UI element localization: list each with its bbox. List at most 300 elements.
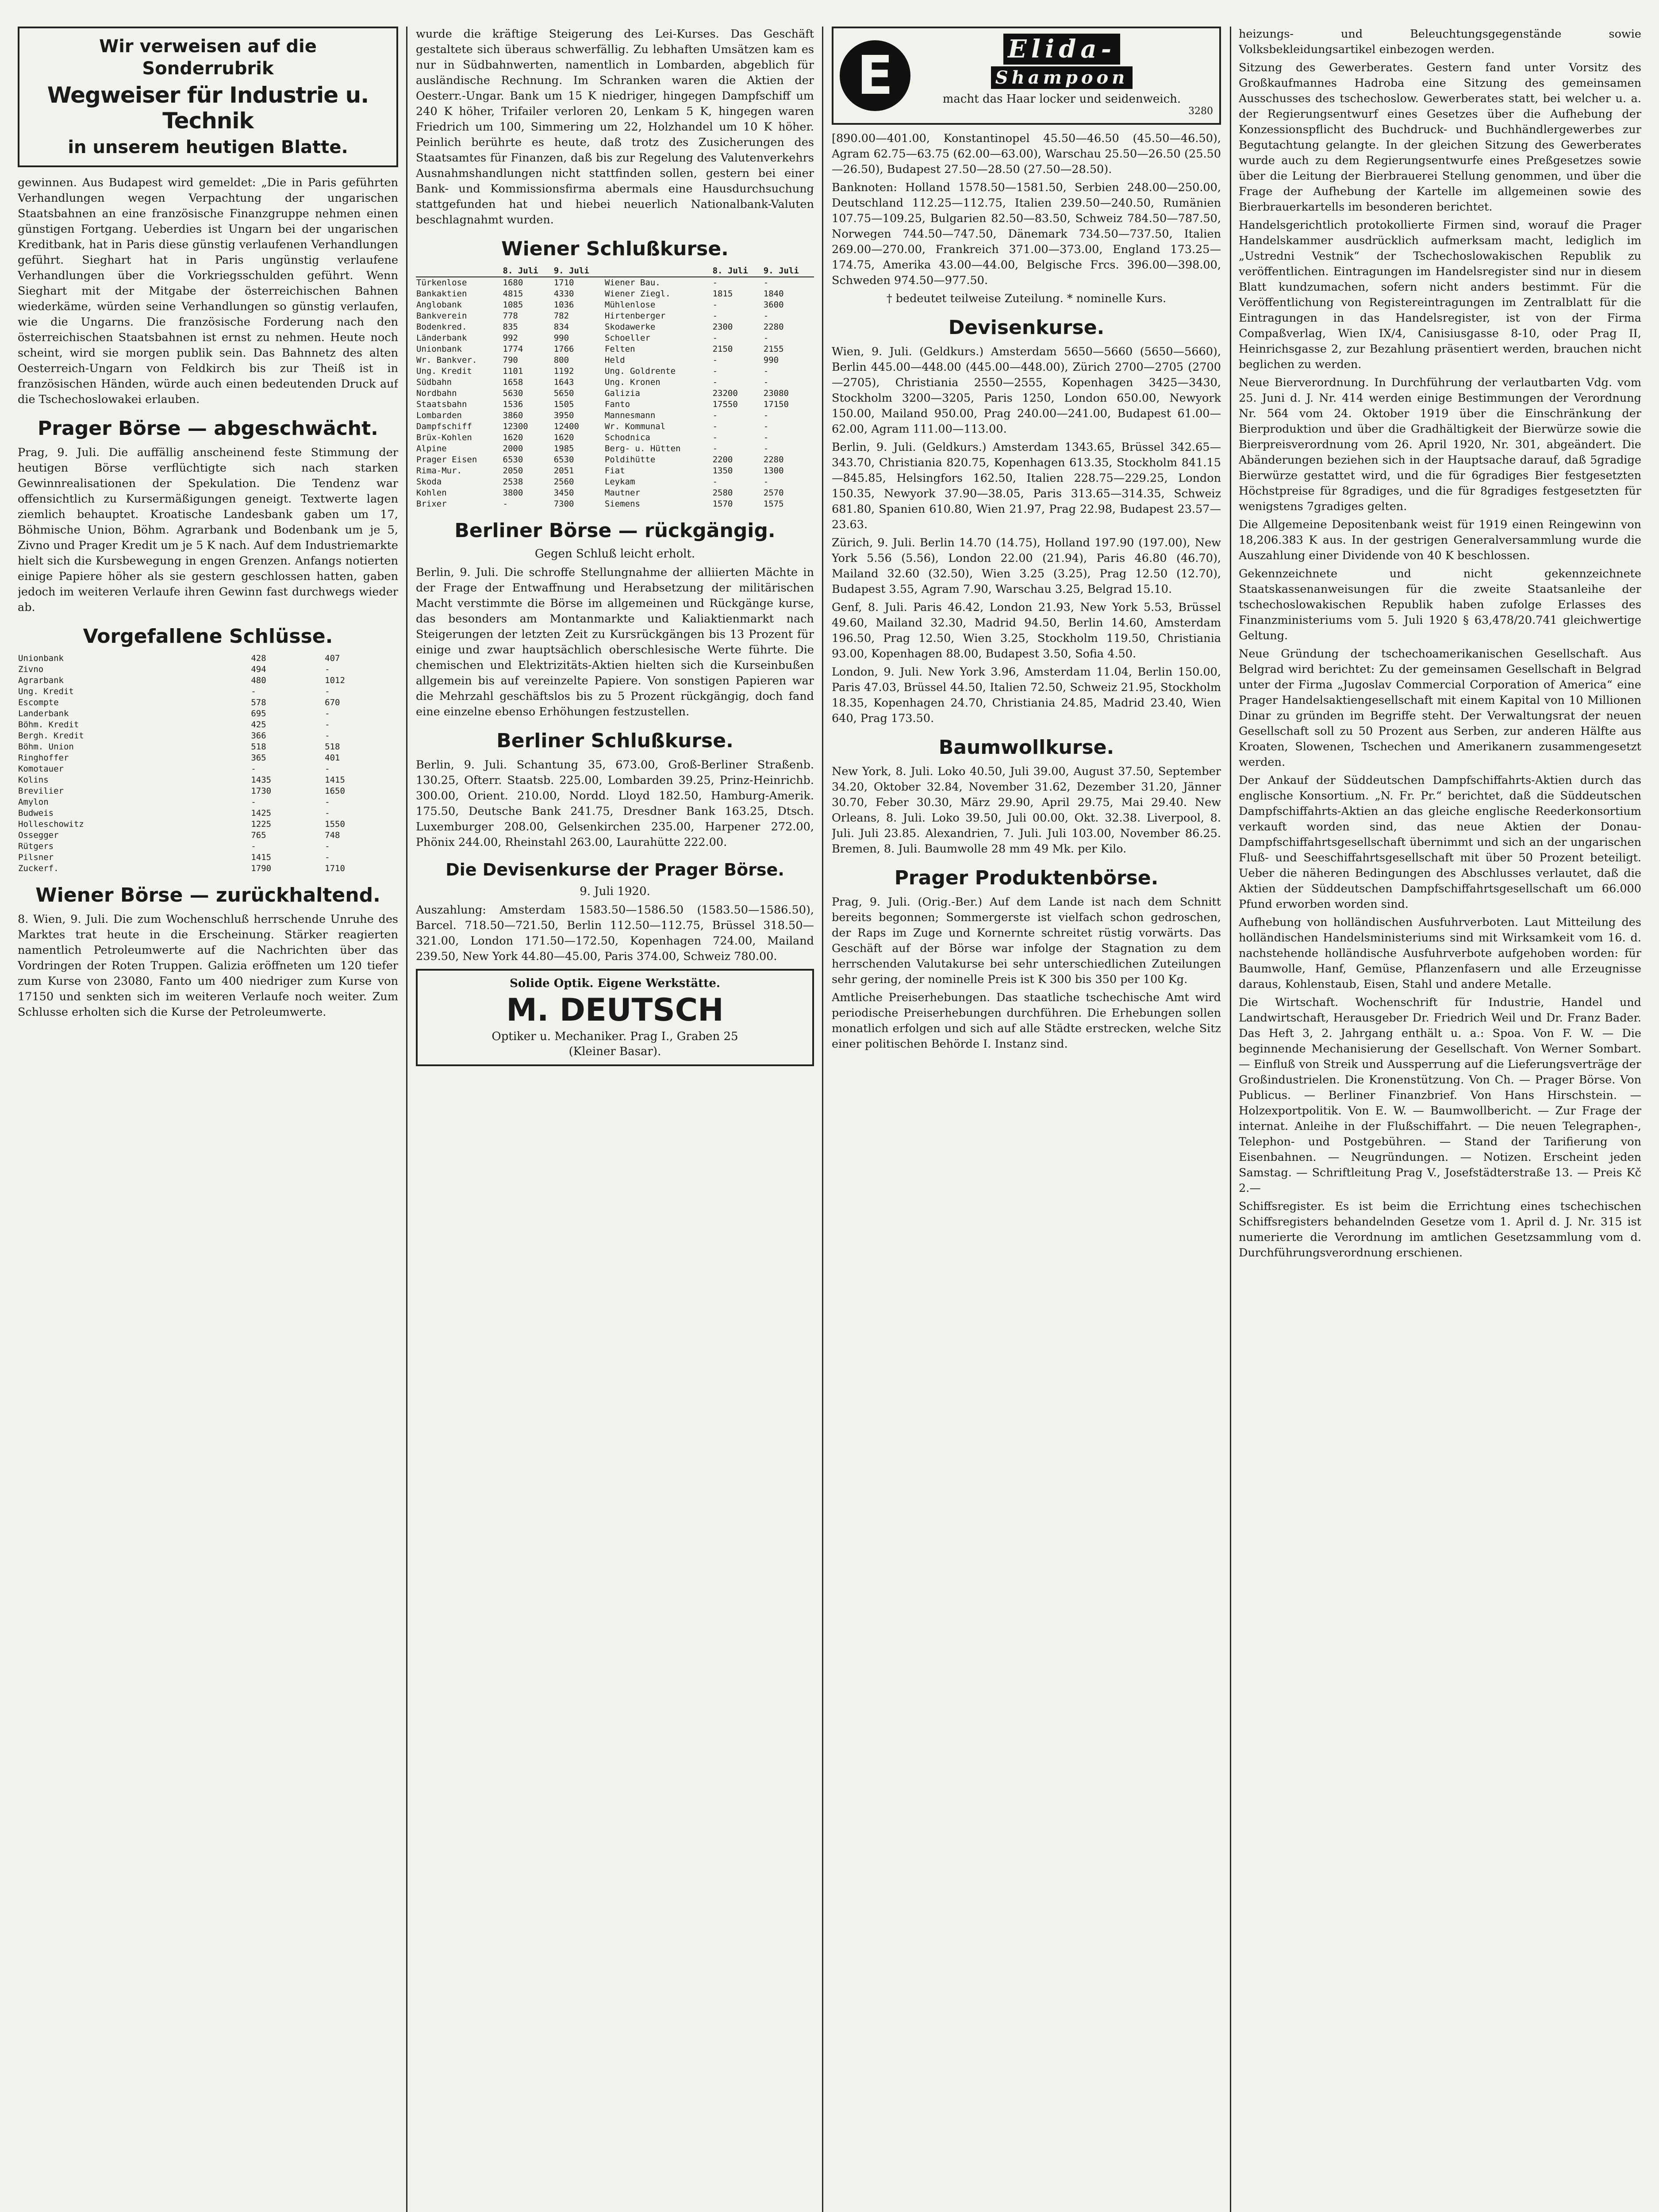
table-row: [416, 366, 814, 377]
paragraph: Handelsgerichtlich protokollierte Firmen sind, worauf die Prager Handelskammer ausdrücklich aufmerksam macht, lediglich im „Ustredni Vestnik“ der Tschechoslowakischen Republik zu veröffentlichen. Eintragungen im Handelsregister sind nur in diesem Blatt kundzumachen, sofern nicht anders bestimmt. Für die Veröffentlichung von Registereintragungen im Zentralblatt für die Eintragungen in das Handelsregister, ist von der Firma Compaßverlag, Wien IX/4, Canisiusgasse 8-10, oder Prag II, Heinrichsgasse 2, zur Bezahlung präsentiert werden, brauchen nicht beglichen zu werden.: [1239, 219, 1641, 371]
table-cell: -: [712, 300, 718, 310]
table-cell: 1225: [251, 819, 272, 829]
table-cell: 2560: [553, 477, 574, 487]
table-cell: 578: [251, 698, 266, 707]
table-cell: 790: [503, 355, 518, 365]
table-cell: 2050: [503, 466, 523, 476]
elida-shampoo-ad: [832, 27, 1221, 125]
ad-code: 3280: [1188, 106, 1213, 117]
table-cell: 990: [553, 333, 569, 343]
ad-tagline: macht das Haar locker und seidenweich.: [942, 92, 1181, 106]
table-row: [18, 852, 398, 863]
table-cell: Leykam: [604, 477, 635, 487]
table-cell: 1415: [251, 853, 272, 862]
section-heading: Wiener Schlußkurse.: [501, 238, 729, 260]
table-row: [416, 388, 814, 399]
table-row: [18, 697, 398, 708]
table-row: [416, 465, 814, 476]
table-cell: 1415: [325, 775, 345, 785]
table-cell: 1680: [503, 278, 523, 288]
table-row: [18, 675, 398, 686]
paragraph: Neue Gründung der tschechoamerikanischen Gesellschaft. Aus Belgrad wird berichtet: Zu der gemeinsamen Gesellschaft in Belgrad unter der Firma „Jugoslav Commercial Corporation of America“ eine Prager Handelsaktiengesellschaft mit einem Kapital von 10 Millionen Dinar zu gründen im Begriffe steht. Der Verwaltungsrat der neuen Gesellschaft soll zu 50 Prozent aus Serben, zur anderen Hälfte aus Kroaten, Slowenen, Tschechen und Amerikanern zusammengesetzt werden.: [1239, 647, 1641, 769]
table-cell: -: [325, 764, 330, 774]
table-cell: Böhm. Kredit: [18, 720, 79, 730]
paragraph: Auszahlung: Amsterdam 1583.50—1586.50 (1583.50—1586.50), Barcel. 718.50—721.50, Berlin 112.50—112.75, Brüssel 318.50—321.00, London 171.50—172.50, Kopenhagen 724.00, Mailand 239.50, New York 44.80—45.00, Paris 374.00, Schweiz 780.00.: [416, 903, 814, 963]
table-cell: Anglobank: [416, 300, 462, 310]
table-header-cell: [604, 265, 712, 277]
table-header-cell: 8. Juli: [712, 265, 763, 277]
table-row: [18, 841, 398, 852]
table-row: [18, 863, 398, 874]
table-cell: 1101: [503, 366, 523, 376]
table-cell: 1790: [251, 864, 272, 873]
table-row: [18, 775, 398, 786]
table-row: [18, 730, 398, 741]
table-cell: Wr. Bankver.: [416, 355, 477, 365]
table-cell: Rima-Mur.: [416, 466, 462, 476]
table-row: [18, 797, 398, 808]
ad-line-4: in unserem heutigen Blatte.: [68, 137, 348, 157]
column-3: [832, 27, 1221, 2212]
section-subheading: 9. Juli 1920.: [580, 885, 650, 898]
paragraph: 8. Wien, 9. Juli. Die zum Wochenschluß herrschende Unruhe des Marktes trat heute in die Erscheinung. Stärker reagierten namentlich Petroleumwerte auf die Nachrichten über das Vordringen der Roten Truppen. Galizia eröffneten um 120 tiefer zum Kurse von 23080, Fanto um 400 niedriger zum Kurse von 17150 und senkten sich im weiteren Verlaufe noch weiter. Zum Schlusse erholten sich die Kurse der Petroleumwerte.: [18, 913, 398, 1019]
table-row: [416, 443, 814, 454]
paragraph: Genf, 8. Juli. Paris 46.42, London 21.93, New York 5.53, Brüssel 49.60, Mailand 32.30, Madrid 94.50, Berlin 14.60, Amsterdam 196.50, Prag 12.50, Wien 3.25, Stockholm 119.50, Christiania 93.00, Kopenhagen 88.00, Budapest 3.50, Sofia 4.50.: [832, 601, 1221, 661]
table-row: [416, 322, 814, 333]
table-cell: 1620: [553, 433, 574, 442]
table-cell: Rütgers: [18, 841, 54, 851]
paragraph: Zürich, 9. Juli. Berlin 14.70 (14.75), Holland 197.90 (197.00), New York 5.56 (5.56), London 22.00 (21.94), Paris 46.80 (46.70), Mailand 32.60 (32.50), Wien 3.25 (3.25), Prag 12.50 (12.70), Budapest 3.55, Agram 7.90, Warschau 3.25, Belgrad 15.10.: [832, 536, 1221, 596]
table-cell: Brüx-Kohlen: [416, 433, 472, 442]
table-row: [18, 741, 398, 753]
paragraph: Schiffsregister. Es ist beim die Errichtung eines tschechischen Schiffsregisters behandelnden Gesetze vom 1. April d. J. Nr. 315 ist numerierte die Verordnung im amtlichen Gesetzsammlung vom d. Durchführungsverordnung erschienen.: [1239, 1200, 1641, 1260]
table-cell: 428: [251, 653, 266, 663]
table-cell: Kolins: [18, 775, 49, 785]
table-cell: Wr. Kommunal: [604, 422, 666, 431]
table-row: [416, 488, 814, 499]
table-cell: Siemens: [604, 499, 640, 509]
table-row: [18, 819, 398, 830]
section-heading: Berliner Schlußkurse.: [496, 730, 733, 752]
table-cell: 3800: [503, 488, 523, 498]
table-cell: 1036: [553, 300, 574, 310]
table-row: [18, 764, 398, 775]
paragraph: Die Allgemeine Depositenbank weist für 1919 einen Reingewinn von 18,206.383 K aus. In der gestrigen Generalversammlung wurde die Auszahlung einer Dividende von 40 K beschlossen.: [1239, 518, 1641, 562]
table-cell: Ung. Kronen: [604, 377, 661, 387]
table-row: [18, 719, 398, 730]
paragraph: Prag, 9. Juli. Die auffällig anscheinend feste Stimmung der heutigen Börse verflüchtigte sich nach starken Gewinnrealisationen der Spekulation. Die Tendenz war offensichtlich zu Kursermäßigungen geneigt. Textwerte lagen ziemlich behauptet. Kroatische Landesbank gaben um 17, Böhmische Union, Böhm. Agrarbank und Bodenbank um je 5, Zivno und Prager Kredit um je 5 K nach. Auf dem Industriemarkte hielt sich die Kursbewegung in engen Grenzen. Anfangs notierten einige Papiere höher als sie gestern geschlossen hatten, gaben jedoch im weiteren Verlaufe ihren Gewinn fast durchwegs wieder ab.: [18, 446, 398, 614]
table-cell: -: [503, 499, 508, 509]
table-cell: -: [712, 477, 718, 487]
table-cell: -: [763, 433, 769, 442]
table-cell: Lombarden: [416, 411, 462, 420]
table-cell: Bankverein: [416, 311, 467, 321]
table-cell: 2280: [763, 455, 784, 465]
paragraph: Wien, 9. Juli. (Geldkurs.) Amsterdam 5650—5660 (5650—5660), Berlin 445.00—448.00 (445.00—448.00), Zürich 2700—2705 (2700—2705), Christiania 2550—2555, Kopenhagen 3425—3430, Stockholm 3200—3205, Paris 1250, London 650.00, Newyork 150.00, Mailand 950.00, Prag 240.00—241.00, Budapest 61.00—62.00, Agram 111.00—113.00.: [832, 345, 1221, 436]
table-cell: 1350: [712, 466, 733, 476]
table-cell: -: [712, 433, 718, 442]
table-cell: Brevilier: [18, 786, 64, 796]
table-cell: Skoda: [416, 477, 442, 487]
table-cell: -: [712, 422, 718, 431]
ad-address: Optiker u. Mechaniker. Prag I., Graben 25: [492, 1030, 738, 1043]
table-cell: -: [763, 366, 769, 376]
table-cell: -: [763, 444, 769, 453]
ad-name: M. DEUTSCH: [506, 992, 724, 1028]
table-cell: Budweis: [18, 808, 54, 818]
table-cell: 1570: [712, 499, 733, 509]
table-cell: -: [325, 808, 330, 818]
section-heading: Wiener Börse — zurückhaltend.: [35, 884, 380, 906]
table-cell: 1620: [503, 433, 523, 442]
table-row: [18, 808, 398, 819]
table-cell: 425: [251, 720, 266, 730]
table-header-cell: 9. Juli: [763, 265, 814, 277]
newspaper-page: [18, 27, 1641, 2212]
table-cell: Böhm. Union: [18, 742, 74, 752]
table-cell: 1550: [325, 819, 345, 829]
column-divider: [406, 27, 407, 2212]
table-cell: 765: [251, 830, 266, 840]
table-cell: -: [325, 797, 330, 807]
section-heading: Prager Börse — abgeschwächt.: [38, 417, 378, 440]
table-header-cell: 8. Juli: [503, 265, 553, 277]
table-cell: -: [763, 377, 769, 387]
table-cell: 2155: [763, 344, 784, 354]
table-cell: -: [325, 709, 330, 718]
table-row: [416, 311, 814, 322]
table-cell: 835: [503, 322, 518, 332]
table-cell: Bergh. Kredit: [18, 731, 84, 741]
table-cell: 17550: [712, 399, 738, 409]
table-row: [416, 476, 814, 488]
table-cell: Alpine: [416, 444, 447, 453]
paragraph: Berlin, 9. Juli. (Geldkurs.) Amsterdam 1343.65, Brüssel 342.65—343.70, Christiania 820.75, Kopenhagen 613.35, Stockholm 841.15—845.85, Helsingfors 162.50, Italien 228.75—229.25, London 150.35, Newyork 37.90—38.05, Paris 313.65—314.35, Schweiz 681.80, Spanien 610.80, Wien 21.97, Prag 22.98, Budapest 23.57—23.63.: [832, 441, 1221, 531]
footnote: † bedeutet teilweise Zuteilung. * nominelle Kurs.: [886, 292, 1167, 305]
table-cell: -: [325, 841, 330, 851]
table-cell: 1650: [325, 786, 345, 796]
section-heading: Baumwollkurse.: [938, 736, 1114, 759]
table-cell: 1012: [325, 676, 345, 685]
table-cell: Amylon: [18, 797, 49, 807]
table-cell: Landerbank: [18, 709, 69, 718]
table-cell: 1425: [251, 808, 272, 818]
column-divider: [822, 27, 823, 2212]
paragraph: Gekennzeichnete und nicht gekennzeichnete Staatskassenanweisungen für die zweite Staatsanleihe der tschechoslowakischen Republik haben zufolge Erlasses des Finanzministeriums vom 5. Juli 1920 § 63,478/20.741 gleichwertige Geltung.: [1239, 567, 1641, 642]
table-cell: 7300: [553, 499, 574, 509]
table-cell: 3600: [763, 300, 784, 310]
table-cell: Komotauer: [18, 764, 64, 774]
table-row: [416, 355, 814, 366]
table-row: [18, 664, 398, 675]
paragraph: Sitzung des Gewerberates. Gestern fand unter Vorsitz des Großkaufmannes Hadroba eine Sitzung des gemeinsamen Ausschusses des tschechoslow. Gewerberates statt, bei welcher u. a. der Regierungsentwurf eines Gesetzes über die Aufhebung der Konzessionspflicht des Buchdruck- und Buchhändlergewerbes zur Begutachtung gelangte. In der gleichen Sitzung des Gewerberates wurde auch zu dem Regierungsentwurfe eines Preßgesetzes sowie über die Leitung der Bierbrauerei Stellung genommen, und über die Frage der Aufhebung der Kartelle im allgemeinen sowie des Bierbrauerkartells im besonderen berichtet.: [1239, 61, 1641, 214]
table-cell: 23080: [763, 388, 789, 398]
table-cell: 1840: [763, 289, 784, 299]
table-cell: 3860: [503, 411, 523, 420]
table-cell: -: [712, 355, 718, 365]
table-row: [416, 399, 814, 410]
table-cell: Länderbank: [416, 333, 467, 343]
paragraph: [890.00—401.00, Konstantinopel 45.50—46.50 (45.50—46.50), Agram 62.75—63.75 (62.00—63.00), Warschau 25.50—26.50 (25.50—26.50), Budapest 27.50—28.50 (27.50—28.50).: [832, 132, 1221, 176]
paragraph: wurde die kräftige Steigerung des Lei-Kurses. Das Geschäft gestaltete sich überaus schwerfällig. Zu lebhaften Umsätzen kam es nur in Südbahnwerten, namentlich in Lombarden, abgeblich für ausländische Rechnung. Im Schranken waren die Aktien der Oesterr.-Ungar. Bank um 15 K niedriger, hingegen Dampfschiff um 240 K höher, Trifailer verloren 20, Lenkam 5 K, hingegen waren Friedrich um 100, Simmering um 22, Holzhandel um 10 K höher. Peinlich berührte es heute, daß trotz des Zusicherungen des Staatsamtes für Finanzen, daß bis zur Regelung des Valutenverkehrs Ausnahmshandlungen nicht stattfinden sollen, gestern bei einer Bank- und Kommissionsfirma abermals eine Hausdurchsuchung stattgefunden hat und hiebei neuerlich Nationalbank-Valuten beschlagnahmt wurden.: [416, 27, 814, 227]
paragraph: Berlin, 9. Juli. Die schroffe Stellungnahme der alliierten Mächte in der Frage der Entwaffnung und Herabsetzung der militärischen Macht verstimmte die Börse im allgemeinen und Rückgänge kurse, das besonders am Montanmarkte und Kaliaktienmarkt nach Steigerungen der letzten Zeit zu Kursrückgängen bis 13 Prozent für einige und zwar hauptsächlich oberschlesische Werte führte. Die chemischen und Elektrizitäts-Aktien hielten sich die Kurseinbußen allgemein bis auf vereinzelte Papiere. Von sonstigen Papieren war die Mehrzahl geschäftslos bis zu 5 Prozent rückgängig, doch fand eine einzelne ebenso Erhöhungen festzustellen.: [416, 566, 814, 718]
table-cell: 990: [763, 355, 779, 365]
table-cell: 2200: [712, 455, 733, 465]
table-cell: 2580: [712, 488, 733, 498]
table-cell: Südbahn: [416, 377, 452, 387]
table-cell: -: [712, 311, 718, 321]
table-cell: 2051: [553, 466, 574, 476]
table-row: [416, 277, 814, 288]
table-cell: -: [712, 278, 718, 288]
table-row: [416, 499, 814, 510]
table-cell: Bankaktien: [416, 289, 467, 299]
section-heading: Prager Produktenbörse.: [894, 867, 1159, 889]
table-cell: Ung. Kredit: [18, 687, 74, 696]
table-row: [18, 830, 398, 841]
column-2: [416, 27, 814, 2212]
table-cell: -: [325, 664, 330, 674]
table-cell: 1085: [503, 300, 523, 310]
table-cell: -: [712, 366, 718, 376]
section-heading: Devisenkurse.: [948, 316, 1105, 339]
table-cell: Brixer: [416, 499, 447, 509]
table-cell: 1710: [553, 278, 574, 288]
table-cell: Skodawerke: [604, 322, 656, 332]
table-cell: 401: [325, 753, 340, 763]
table-cell: 12300: [503, 422, 528, 431]
column-1: [18, 27, 398, 2212]
table-cell: 2280: [763, 322, 784, 332]
table-row: [18, 753, 398, 764]
table-cell: 1505: [553, 399, 574, 409]
table-cell: 2300: [712, 322, 733, 332]
table-row: [18, 653, 398, 664]
table-cell: 1730: [251, 786, 272, 796]
table-cell: 17150: [763, 399, 789, 409]
table-cell: 4330: [553, 289, 574, 299]
table-cell: -: [763, 311, 769, 321]
table-row: [18, 708, 398, 719]
table-cell: Prager Eisen: [416, 455, 477, 465]
table-cell: 1658: [503, 377, 523, 387]
table-cell: Unionbank: [416, 344, 462, 354]
table-cell: 2570: [763, 488, 784, 498]
optician-ad: [416, 969, 814, 1066]
table-header-cell: 9. Juli: [553, 265, 604, 277]
column-4: [1239, 27, 1641, 2212]
table-cell: Dampfschiff: [416, 422, 472, 431]
industry-guide-ad: [18, 27, 398, 167]
table-cell: 494: [251, 664, 266, 674]
section-heading: Die Devisenkurse der Prager Börse.: [445, 860, 784, 879]
table-row: [18, 686, 398, 697]
ad-tagline: Solide Optik. Eigene Werkstätte.: [510, 977, 720, 990]
paragraph: Prag, 9. Juli. (Orig.-Ber.) Auf dem Lande ist nach dem Schnitt bereits begonnen; Sommergerste ist vielfach schon gedroschen, der Raps im Zuge und Kornernte schreitet rüstig vorwärts. Das Geschäft auf der Börse war infolge der Stagnation zu dem herrschenden Valutakurse bei sehr unterschiedlichen Zuteilungen sehr gering, der nominelle Preis ist K 300 bis 350 per 100 Kg.: [832, 895, 1221, 986]
table-cell: -: [763, 422, 769, 431]
table-cell: -: [325, 720, 330, 730]
table-cell: 1985: [553, 444, 574, 453]
table-cell: 1435: [251, 775, 272, 785]
table-cell: 778: [503, 311, 518, 321]
table-row: [416, 377, 814, 388]
ad-product: Shampoon: [991, 66, 1133, 89]
table-cell: 407: [325, 653, 340, 663]
paragraph: Die Wirtschaft. Wochenschrift für Industrie, Handel und Landwirtschaft, Herausgeber Dr. Friedrich Weil und Dr. Franz Bader. Das Heft 3, 2. Jahrgang enthält u. a.: Spoa. Von F. W. — Die beginnende Mechanisierung der Gesellschaft. Von Werner Sombart. — Einfluß von Streik und Aussperrung auf die Lieferungsverträge der Großindustrielen. Die Kronenstützung. Von Ch. — Prager Börse. Von Publicus. — Berliner Finanzbrief. Von Hans Hirschstein. — Holzexportpolitik. Von E. W. — Baumwollbericht. — Zur Frage der internat. Anleihe in der Flußschiffahrt. — Die neuen Telegraphen-, Telephon- und Postgebühren. — Stand der Tarifierung von Eisenbahnen. — Neugründungen. — Notizen. Erscheint jeden Samstag. — Schriftleitung Prag V., Josefstädterstraße 13. — Preis Kč 2.—: [1239, 996, 1641, 1195]
table-cell: Türkenlose: [416, 278, 467, 288]
table-cell: -: [712, 444, 718, 453]
table-cell: 1710: [325, 864, 345, 873]
table-cell: -: [251, 687, 256, 696]
table-cell: 518: [251, 742, 266, 752]
table-cell: 782: [553, 311, 569, 321]
table-cell: 366: [251, 731, 266, 741]
table-cell: 23200: [712, 388, 738, 398]
table-cell: Mautner: [604, 488, 640, 498]
table-row: [416, 333, 814, 344]
section-heading: Vorgefallene Schlüsse.: [83, 625, 333, 648]
paragraph: Amtliche Preiserhebungen. Das staatliche tschechische Amt wird periodische Preiserhebungen durchführen. Die Erhebungen sollen monatlich erfolgen und sich auf alle Städte erstrecken, welche Sitz einer politischen Behörde I. Instanz sind.: [832, 991, 1221, 1051]
table-cell: -: [251, 797, 256, 807]
table-cell: Nordbahn: [416, 388, 457, 398]
table-cell: 695: [251, 709, 266, 718]
table-cell: Poldihütte: [604, 455, 656, 465]
table-cell: 1815: [712, 289, 733, 299]
table-cell: 518: [325, 742, 340, 752]
table-cell: Mühlenlose: [604, 300, 656, 310]
paragraph: Neue Bierverordnung. In Durchführung der verlautbarten Vdg. vom 25. Juni d. J. Nr. 414 werden einige Bestimmungen der Verordnung Nr. 564 vom 24. Oktober 1919 über die Einschränkung der Bierproduktion und über die Gradhältigkeit der Bierwürze sowie die Bierpreisverordnung vom 26. April 1920, Nr. 301, abgeändert. Die Abänderungen beziehen sich in der Hauptsache darauf, daß 5gradige Bierwürze gestattet wird, und die für 6gradiges Bier festgesetzten Höchstpreise für 8gradiges, und die für 8gradiges festgesetzten für wenigstens 7gradiges gelten.: [1239, 376, 1641, 513]
table-cell: -: [251, 764, 256, 774]
table-cell: -: [763, 411, 769, 420]
paragraph: Aufhebung von holländischen Ausfuhrverboten. Laut Mitteilung des holländischen Handelsministeriums sind mit Wirksamkeit vom 16. d. nachstehende holländische Ausfuhrverbote aufgehoben worden: für Baumwolle, Hanf, Gemüse, Pflanzenfasern und alle Erzeugnisse daraus, Kohlenstaub, Eisen, Stahl und andere Metalle.: [1239, 916, 1641, 991]
table-cell: Fiat: [604, 466, 625, 476]
table-cell: Zuckerf.: [18, 864, 59, 873]
table-cell: 3450: [553, 488, 574, 498]
table-cell: Escompte: [18, 698, 59, 707]
table-cell: -: [712, 377, 718, 387]
table-cell: Zivno: [18, 664, 44, 674]
vienna-closing-table: [416, 265, 814, 510]
paragraph: New York, 8. Juli. Loko 40.50, Juli 39.00, August 37.50, September 34.20, Oktober 32.84, November 31.62, Dezember 31.20, Jänner 30.70, Feber 30.30, März 29.90, April 29.75, Mai 29.40. New Orleans, 8. Juli. Loko 39.50, Juli 00.00, Okt. 32.38. Liverpool, 8. Juli. Juli 23.85. Alexandrien, 7. Juli. Juli 103.00, November 86.25. Bremen, 8. Juli. Baumwolle 28 mm 49 Mk. per Kilo.: [832, 765, 1221, 856]
section-subheading: Gegen Schluß leicht erholt.: [534, 547, 695, 561]
table-cell: -: [763, 477, 769, 487]
table-cell: -: [712, 411, 718, 420]
table-cell: 670: [325, 698, 340, 707]
ad-line-3: Wegweiser für Industrie u. Technik: [47, 82, 369, 134]
table-cell: 480: [251, 676, 266, 685]
table-cell: 6530: [503, 455, 523, 465]
table-cell: Ossegger: [18, 830, 59, 840]
table-cell: Held: [604, 355, 625, 365]
table-row: [416, 421, 814, 432]
table-cell: Bodenkred.: [416, 322, 467, 332]
table-cell: -: [325, 731, 330, 741]
table-cell: 3950: [553, 411, 574, 420]
table-cell: 1536: [503, 399, 523, 409]
table-cell: -: [251, 841, 256, 851]
table-cell: Agrarbank: [18, 676, 64, 685]
paragraph: heizungs- und Beleuchtungsgegenstände sowie Volksbekleidungsartikel einbezogen werden.: [1239, 27, 1641, 56]
table-cell: Fanto: [604, 399, 630, 409]
table-cell: Staatsbahn: [416, 399, 467, 409]
elida-e-logo-icon: E: [840, 40, 910, 111]
table-cell: Ung. Kredit: [416, 366, 472, 376]
table-cell: 1575: [763, 499, 784, 509]
table-cell: 1300: [763, 466, 784, 476]
table-cell: 5650: [553, 388, 574, 398]
paragraph: Der Ankauf der Süddeutschen Dampfschiffahrts-Aktien durch das englische Konsortium. „N. Fr. Pr.“ berichtet, daß die Süddeutschen Dampfschiffahrts-Aktien an das gleiche englische Reederkonsortium verkauft worden sind, das neue Aktien der Donau-Dampfschiffahrtsgesellschaft übernimmt und sich an der ungarischen Fluß- und Seeschiffahrtsgesellschaft mit über 50 Prozent beteiligt. Ueber die näheren Bedingungen des Abschlusses verlautet, daß die Aktien der Süddeutschen Dampfschiffahrtsgesellschaft um 66.000 Pfund erworben worden sind.: [1239, 774, 1641, 911]
paragraph: London, 9. Juli. New York 3.96, Amsterdam 11.04, Berlin 150.00, Paris 47.03, Brüssel 44.50, Italien 72.50, Schweiz 21.95, Stockholm 18.35, Kopenhagen 24.70, Christiania 24.85, Madrid 23.40, Wien 640, Prag 173.50.: [832, 665, 1221, 725]
ad-line-1: Wir verweisen auf die: [99, 36, 317, 57]
paragraph: Berlin, 9. Juli. Schantung 35, 673.00, Groß-Berliner Straßenb. 130.25, Ofterr. Staatsb. 225.00, Lombarden 39.25, Prinz-Heinrichb. 300.00, Orient. 210.00, Nordd. Lloyd 182.50, Hamburg-Amerik. 175.50, Deutsche Bank 241.75, Dresdner Bank 163.25, Dtsch. Luxemburger 208.00, Gelsenkirchen 235.00, Harpener 272.00, Phönix 244.00, Rheinstahl 263.00, Laurahütte 222.00.: [416, 758, 814, 849]
table-cell: 748: [325, 830, 340, 840]
table-cell: 5630: [503, 388, 523, 398]
table-cell: -: [763, 333, 769, 343]
table-row: [416, 454, 814, 465]
table-cell: 1774: [503, 344, 523, 354]
table-cell: 365: [251, 753, 266, 763]
table-cell: 800: [553, 355, 569, 365]
ad-line-2: Sonderrubrik: [142, 58, 274, 79]
ad-address-note: (Kleiner Basar).: [568, 1045, 661, 1058]
table-cell: 12400: [553, 422, 579, 431]
table-cell: 1766: [553, 344, 574, 354]
table-cell: -: [325, 687, 330, 696]
table-row: [416, 288, 814, 300]
table-cell: 2538: [503, 477, 523, 487]
table-cell: 4815: [503, 289, 523, 299]
section-heading: Berliner Börse — rückgängig.: [454, 519, 776, 542]
table-cell: 834: [553, 322, 569, 332]
table-cell: -: [325, 853, 330, 862]
table-cell: Holleschowitz: [18, 819, 84, 829]
table-cell: Wiener Ziegl.: [604, 289, 671, 299]
column-divider: [1230, 27, 1231, 2212]
table-cell: Unionbank: [18, 653, 64, 663]
table-row: [416, 432, 814, 443]
table-cell: Schodnica: [604, 433, 650, 442]
table-row: [416, 300, 814, 311]
table-cell: Felten: [604, 344, 635, 354]
table-cell: Wiener Bau.: [604, 278, 661, 288]
table-row: [416, 410, 814, 421]
table-cell: -: [763, 278, 769, 288]
table-cell: Ung. Goldrente: [604, 366, 676, 376]
table-cell: 2150: [712, 344, 733, 354]
table-header-cell: [416, 265, 503, 277]
table-cell: Pilsner: [18, 853, 54, 862]
table-cell: 992: [503, 333, 518, 343]
table-row: [416, 344, 814, 355]
table-row: [18, 786, 398, 797]
table-cell: -: [712, 333, 718, 343]
table-cell: Kohlen: [416, 488, 447, 498]
table-cell: Mannesmann: [604, 411, 656, 420]
table-cell: Hirtenberger: [604, 311, 666, 321]
paragraph: gewinnen. Aus Budapest wird gemeldet: „Die in Paris geführten Verhandlungen wegen Verpachtung der ungarischen Staatsbahnen an eine französische Finanzgruppe nehmen einen günstigen Fortgang. Ueberdies ist Ungarn bei der ungarischen Kreditbank, hat in Paris diese günstig verlaufenen Verhandlungen geführt. Sieghart hat in Paris ungünstig verlaufene Verhandlungen über die Vorkriegsschulden geführt. Wenn Sieghart mit der Mitgabe der österreichischen Bahnen wiederkäme, würden seine Verhandlungen so günstig verlaufen, wie die Ungarns. Die französische Forderung nach den österreichischen Staatsbahnen ist ernst zu nehmen. Heute noch scheint, wird sie morgen publik sein. Das Bahnnetz des alten Oesterreich-Ungarn von Feldkirch bis zur Theiß ist in französischen Händen, würde auch einen bedeutenden Druck auf die Tschechoslowakei erlauben.: [18, 176, 398, 406]
table-cell: 2000: [503, 444, 523, 453]
table-cell: 1192: [553, 366, 574, 376]
ad-brand: Elida-: [1003, 34, 1120, 65]
table-cell: Schoeller: [604, 333, 650, 343]
table-cell: 6530: [553, 455, 574, 465]
table-cell: Berg- u. Hütten: [604, 444, 681, 453]
table-cell: 1643: [553, 377, 574, 387]
table-cell: Galizia: [604, 388, 640, 398]
paragraph: Banknoten: Holland 1578.50—1581.50, Serbien 248.00—250.00, Deutschland 112.25—112.75, Italien 239.50—240.50, Rumänien 107.75—109.25, Bulgarien 82.50—83.50, Schweiz 784.50—787.50, Norwegen 744.50—747.50, Dänemark 734.50—737.50, Italien 269.00—270.00, Frankreich 371.00—373.00, England 173.25—174.75, Amerika 43.00—44.00, Belgische Frcs. 396.00—398.00, Schweden 974.50—977.50.: [832, 181, 1221, 287]
quotes-table: [18, 653, 398, 874]
table-cell: Ringhoffer: [18, 753, 69, 763]
